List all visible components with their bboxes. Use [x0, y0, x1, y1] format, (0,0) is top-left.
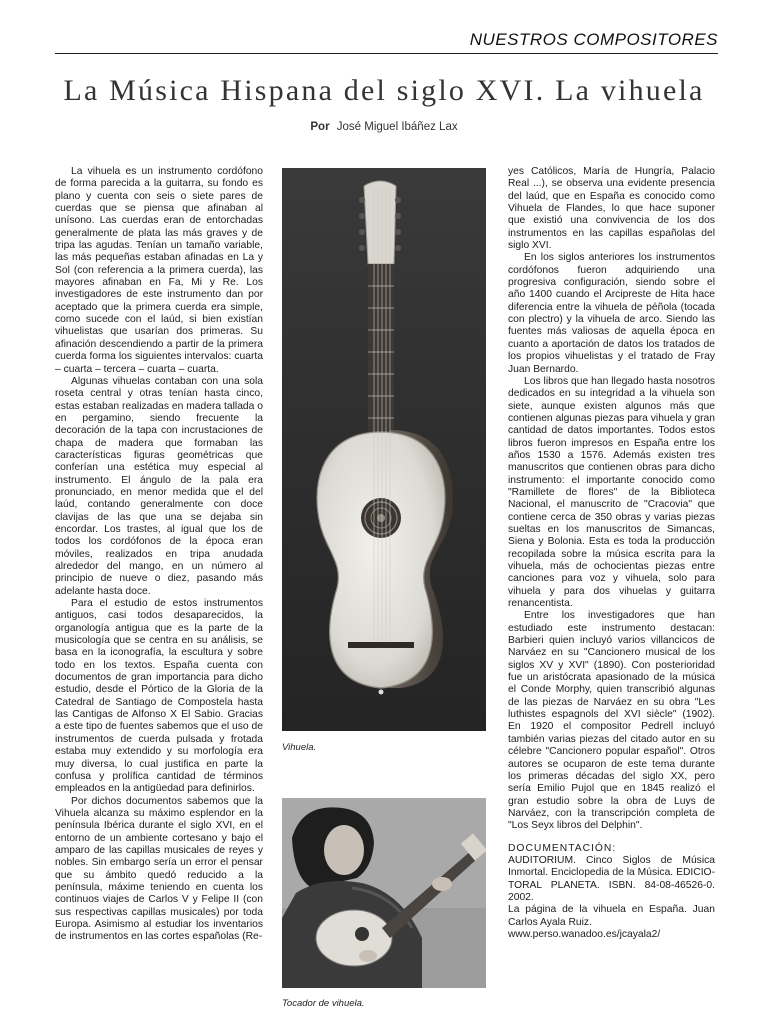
article-title: La Música Hispana del siglo XVI. La vihuela: [63, 74, 705, 107]
author-name: José Miguel Ibáñez Lax: [336, 121, 458, 133]
vihuela-illustration: [282, 168, 486, 731]
figure-caption: Tocador de vihuela.: [282, 998, 365, 1009]
documentation-entry: AUDITORIUM. Cinco Siglos de Música Inmortal. Enciclopedia de la Música. EDICIO-TORAL PLANETA. ISBN. 84-08-46526-0. 2002.: [508, 854, 715, 903]
paragraph: Por dichos documentos sabemos que la Vihuela alcanza su máximo esplendor en la península Ibérica durante el siglo XVI, en el entorno de un ambiente cortesano y bajo el amparo de las capillas musicales de reyes y nobles. Sin embargo sería un error el pensar que su ámbito quedó reducido a la península, máxime teniendo en cuenta los continuos viajes de Carlos V y Felipe II (con sus respectivas capillas musicales) por toda Europa. Asimismo al estudiar los inventarios de instrumentos en las cortes españolas (Re-: [55, 795, 263, 943]
byline-lead: Por: [310, 121, 330, 133]
vihuela-photo: [282, 168, 486, 731]
header-rule: [55, 53, 718, 54]
paragraph: En los siglos anteriores los instrumentos cordófonos fueron adquiriendo una progresiva configuración, siendo sobre el año 1400 cuando el Arcipreste de Hita hace diferencia entre la vihuela de péñola (tocada con plectro) y la vihuela de arco. Siendo las fuentes más valiosas de aquella época en cuanto a aportación de datos los tratados de los propios vihuelistas y el tratado de Fray Juan Bernardo.: [508, 252, 715, 375]
vihuela-player-photo: [282, 798, 486, 988]
paragraph: La vihuela es un instrumento cordófono de forma parecida a la guitarra, su fondo es plano y cuenta con seis o siete pares de cuerdas que se piensa que afinaban al unísono. Las cuerdas eran de entorchadas generalmente de plata las más graves y de tripa las agudas. Tenían un tamaño variable, las más pequeñas estaban afinadas en La y Sol (con referencia a la primera cuerda), las mayores afinaban en Fa, Mi y Re. Los investigadores de este instrumento dan por aceptado que la primera cuerda era simple, como sucede con el laúd, si bien existían vihuelistas que usarían dos primeras. Su afinación descendiendo a partir de la primera cuerda forma los siguientes intervalos: cuarta – cuarta – tercera – cuarta – cuarta.: [55, 166, 263, 375]
paragraph: Entre los investigadores que han estudiado este instrumento destacan: Barbieri quien incluyó varios villancicos de Narváez en su "Cancionero musical de los siglos XV y XVI" (1890). Con posterioridad fue un aristócrata apasionado de la música el Conde Morphy, quien transcribió algunas de las piezas de Narváez en su obra "Les luthistes espagnols del XVI siècle" (1902). En 1920 el compositor Pedrell incluyó también varias piezas del citado autor en su célebre "Cancionero popular español". Otros autores se ocuparon de este tema durante los primeras décadas del siglo XX, pero sería Emilio Pujol que en 1845 realizó el gran estudio sobre la obra de Luys de Narváez, con la transcripción completa de "Los Seyx libros del Delphin".: [508, 610, 715, 832]
documentation-link[interactable]: www.perso.wanadoo.es/jcayala2/: [508, 928, 661, 940]
paragraph: yes Católicos, María de Hungría, Palacio Real ...), se observa una evidente presencia del laúd, que en España es conocido como Vihuela de Flandes, lo que hace suponer que existió una convivencia de los dos instrumentos en las capillas españolas del siglo XVI.: [508, 166, 715, 252]
paragraph: Algunas vihuelas contaban con una sola roseta central y otras tenían hasta cinco, estas estaban realizadas en madera tallada o en pergamino, siendo frecuente la decoración de la tapa con incrustaciones de chapa de madera que formaban las características figuras geométricas que conferían una estética muy especial al instrumento. El ángulo de la pala era pronunciado, en menor medida que el del laúd, contando generalmente con doce clavijas de las que una se dejaba sin encordar. Los trastes, al igual que los de todos los cordófonos de la época eran móviles, realizados en tripa anudada alrededor del mango, en un número al principio de nueve o diez, pasando más adelante hasta doce.: [55, 375, 263, 597]
byline: [0, 121, 768, 133]
figure-caption: Vihuela.: [282, 742, 317, 753]
right-column: [508, 166, 715, 941]
paragraph: Para el estudio de estos instrumentos antiguos, casi todos desaparecidos, la organología antigua que es la parte de la musicología que se centra en su análisis, se basa en la iconografía, la escultura y sobre todo en los textos. España cuenta con documentos de gran importancia para dicho estudio, desde el Pórtico de la Gloria de la Catedral de Santiago de Compostela hasta las Cantigas de Alfonso X El Sabio. Gracias a este tipo de fuentes sabemos que el uso de instrumentos de cuerda pulsada y frotada estaba muy extendido y su morfología era muy diversa, lo cual justifica en parte la confusa y prolífica cantidad de términos empleados en la antigüedad para definirlos.: [55, 598, 263, 795]
documentation-title: DOCUMENTACIÓN:: [508, 842, 617, 854]
vihuela-player-illustration: [282, 798, 486, 988]
documentation-entry: La página de la vihuela en España. Juan Carlos Ayala Ruiz.: [508, 904, 715, 928]
left-column: [55, 166, 263, 944]
paragraph: Los libros que han llegado hasta nosotros dedicados en su integridad a la vihuela son siete, aunque existen algunos más que contienen algunas piezas para vihuela y gran cantidad de datos importantes. Todos estos libros fueron impresos en España entre los años 1530 a 1576. Además existen tres manuscritos que contienen obras para dicho instrumento: el importante conocido como "Ramillete de flores" de la Biblioteca Nacional, el manuscrito de "Cracovia" que contiene cerca de 350 obras y varias piezas sueltas en los manuscritos de Simancas, Siena y Bolonia. Esta es toda la producción recopilada sobre la música escrita para la vihuela, más de ochocientas piezas entre canciones para voz y vihuela, solo para vihuela y para dos vihuelas y guitarra renancentista.: [508, 375, 715, 610]
section-header: NUESTROS COMPOSITORES: [469, 30, 718, 49]
